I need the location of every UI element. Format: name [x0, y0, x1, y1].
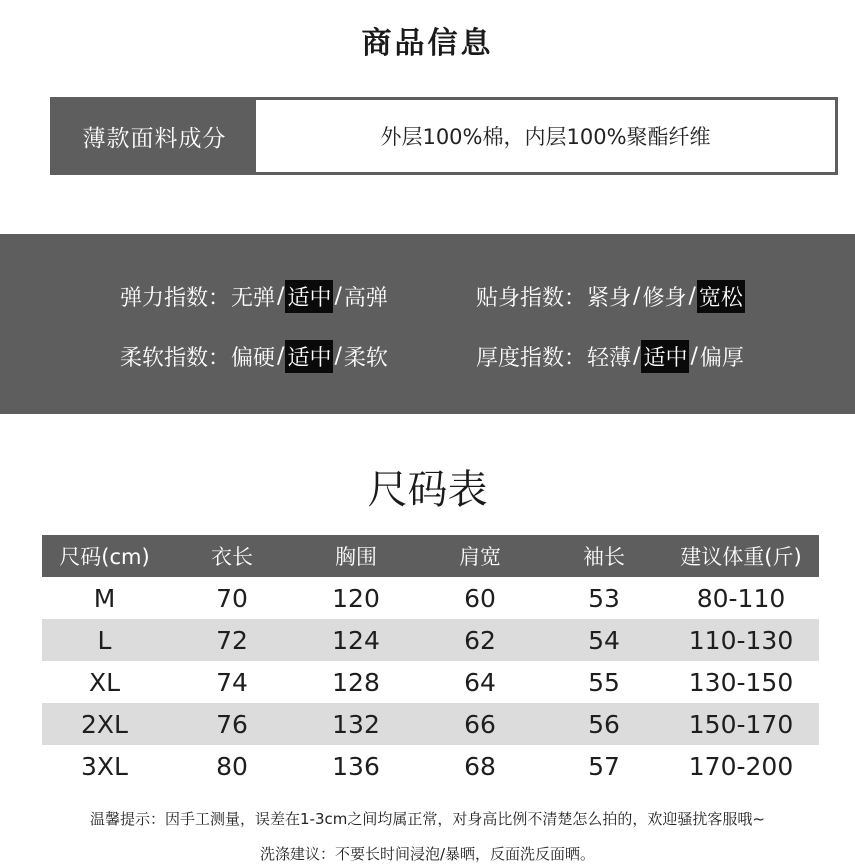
option-separator: /	[688, 284, 696, 309]
product-info-title: 商品信息	[361, 26, 494, 61]
cell-chest: 128	[332, 667, 380, 697]
fabric-label: 薄款面料成分	[53, 100, 256, 172]
header-weight: 建议体重(斤)	[663, 535, 819, 577]
cell-size: L	[42, 619, 167, 661]
index-label: 贴身指数：	[476, 286, 587, 311]
cell-weight: 170-200	[688, 751, 794, 781]
measurement-tip: 温馨提示：因手工测量，误差在1-3cm之间均属正常，对身高比例不清楚怎么拍的，欢迎骚扰客服哦~	[90, 810, 765, 828]
option-separator: /	[633, 344, 641, 369]
header-chest: 胸围	[297, 535, 415, 577]
index-option-selected: 适中	[285, 340, 333, 373]
index-option-selected: 适中	[285, 280, 333, 313]
header-length: 衣长	[167, 535, 297, 577]
index-label: 柔软指数：	[120, 346, 231, 371]
cell-weight: 80-110	[696, 583, 786, 613]
cell-length: 70	[216, 583, 248, 613]
index-option: 偏厚	[699, 346, 744, 371]
cell-shoulder: 66	[415, 703, 545, 745]
cell-shoulder: 62	[415, 619, 545, 661]
table-row	[42, 661, 819, 703]
table-row	[42, 619, 819, 661]
index-label: 厚度指数：	[476, 346, 587, 371]
size-table	[42, 535, 819, 787]
cell-size: XL	[88, 667, 121, 697]
option-separator: /	[633, 284, 641, 309]
cell-chest: 120	[332, 583, 380, 613]
cell-length: 72	[167, 619, 297, 661]
index-option: 轻薄	[587, 346, 632, 371]
index-panel	[0, 234, 855, 414]
cell-sleeve: 56	[545, 703, 663, 745]
cell-sleeve: 57	[588, 751, 620, 781]
cell-size: 2XL	[42, 703, 167, 745]
cell-sleeve: 54	[545, 619, 663, 661]
table-row	[42, 703, 819, 745]
header-sleeve: 袖长	[545, 535, 663, 577]
cell-chest: 132	[297, 703, 415, 745]
cell-chest: 136	[332, 751, 380, 781]
index-option: 无弹	[231, 286, 276, 311]
cell-size: M	[93, 583, 116, 613]
table-row	[42, 577, 819, 619]
softness-index	[120, 340, 389, 373]
header-shoulder: 肩宽	[415, 535, 545, 577]
index-option: 高弹	[343, 286, 388, 311]
cell-weight: 130-150	[688, 667, 794, 697]
table-row	[42, 745, 819, 787]
index-label: 弹力指数：	[120, 286, 231, 311]
option-separator: /	[690, 344, 698, 369]
cell-chest: 124	[297, 619, 415, 661]
index-option: 紧身	[587, 286, 632, 311]
thickness-index	[476, 340, 745, 373]
cell-shoulder: 64	[464, 667, 496, 697]
fabric-value: 外层100%棉，内层100%聚酯纤维	[380, 125, 711, 149]
size-table-header	[42, 535, 819, 577]
cell-length: 76	[167, 703, 297, 745]
cell-sleeve: 53	[588, 583, 620, 613]
index-option: 修身	[642, 286, 687, 311]
option-separator: /	[334, 284, 342, 309]
cell-shoulder: 68	[464, 751, 496, 781]
cell-sleeve: 55	[588, 667, 620, 697]
fabric-composition-box	[50, 97, 838, 175]
cell-size: 3XL	[81, 751, 128, 781]
cell-length: 74	[216, 667, 248, 697]
index-option-selected: 宽松	[697, 280, 745, 313]
elasticity-index	[120, 280, 389, 313]
fit-index	[476, 280, 745, 313]
cell-length: 80	[216, 751, 248, 781]
index-option: 偏硬	[231, 346, 276, 371]
cell-weight: 150-170	[663, 703, 819, 745]
index-option: 柔软	[343, 346, 388, 371]
cell-weight: 110-130	[663, 619, 819, 661]
option-separator: /	[277, 344, 285, 369]
cell-shoulder: 60	[464, 583, 496, 613]
size-chart-title: 尺码表	[367, 467, 488, 513]
index-option-selected: 适中	[641, 340, 689, 373]
option-separator: /	[334, 344, 342, 369]
washing-advice: 洗涤建议：不要长时间浸泡/暴晒，反面洗反面晒。	[259, 845, 596, 863]
header-size: 尺码(cm)	[42, 535, 167, 577]
option-separator: /	[277, 284, 285, 309]
